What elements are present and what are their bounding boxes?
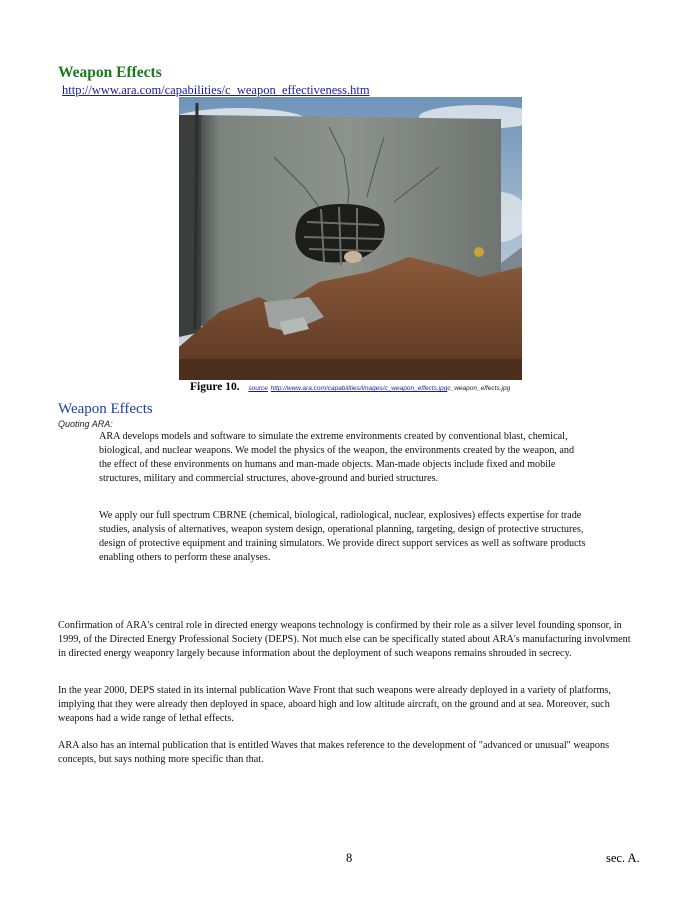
body-paragraph: In the year 2000, DEPS stated in its internal publication Wave Front that such weapons were already deployed in a variety of platforms, implying that they were already then deployed in space, aboard high and low altitude aircraft, on the ground and at sea. Moreover, such weapons had a wide range of lethal effects. [58, 685, 611, 724]
quoting-label: Quoting ARA: [58, 419, 113, 429]
quote-paragraph: ARA develops models and software to simulate the extreme environments created by conventional blast, chemical, biological, and nuclear weapons. We model the physics of the weapon, the environments created by the weapon, and the effect of these environments on humans and man-made objects. Man-made objects include fixed and mobile structures, military and commercial structures, above-ground and buried structures. [99, 431, 575, 484]
quote-paragraph: We apply our full spectrum CBRNE (chemical, biological, radiological, nuclear, explosives) effects expertise for trade studies, analysis of alternatives, weapon system design, operational planning, targeting, design of protective structures, design of protective equipment and training simulators. We provide direct support services as well as software products enabling others to perform these analyses. [99, 510, 586, 563]
figure-source-link[interactable]: http://www.ara.com/capabilities/images/c_weapon_effects.jpg [270, 385, 448, 392]
body-paragraph: ARA also has an internal publication that is entitled Waves that makes reference to the development of "advanced or unusual" weapons concepts, but says nothing more specific than that. [58, 740, 610, 765]
page-title: Weapon Effects [58, 64, 162, 81]
page-number: 8 [346, 851, 353, 865]
figure-caption [190, 381, 510, 393]
figure-file-name: c_weapon_effects.jpg [447, 385, 511, 392]
figure-label: Figure 10. [190, 381, 240, 393]
section-label: sec. A. [606, 851, 640, 865]
weapon-effects-photo [179, 97, 522, 380]
section-heading: Weapon Effects [58, 401, 153, 417]
source-link[interactable]: http://www.ara.com/capabilities/c_weapon_effectiveness.htm [62, 83, 370, 97]
body-paragraph: Confirmation of ARA's central role in directed energy weapons technology is confirmed by their role as a silver level founding sponsor, in 1999, of the Directed Energy Professional Society (DEPS). Not much else can be specifically stated about ARA's manufacturing involvment in directed energy weaponry largely because information about the deployment of such weapons remains shrouded in secrecy. [58, 620, 631, 659]
figure-source-label[interactable]: source [248, 385, 268, 392]
